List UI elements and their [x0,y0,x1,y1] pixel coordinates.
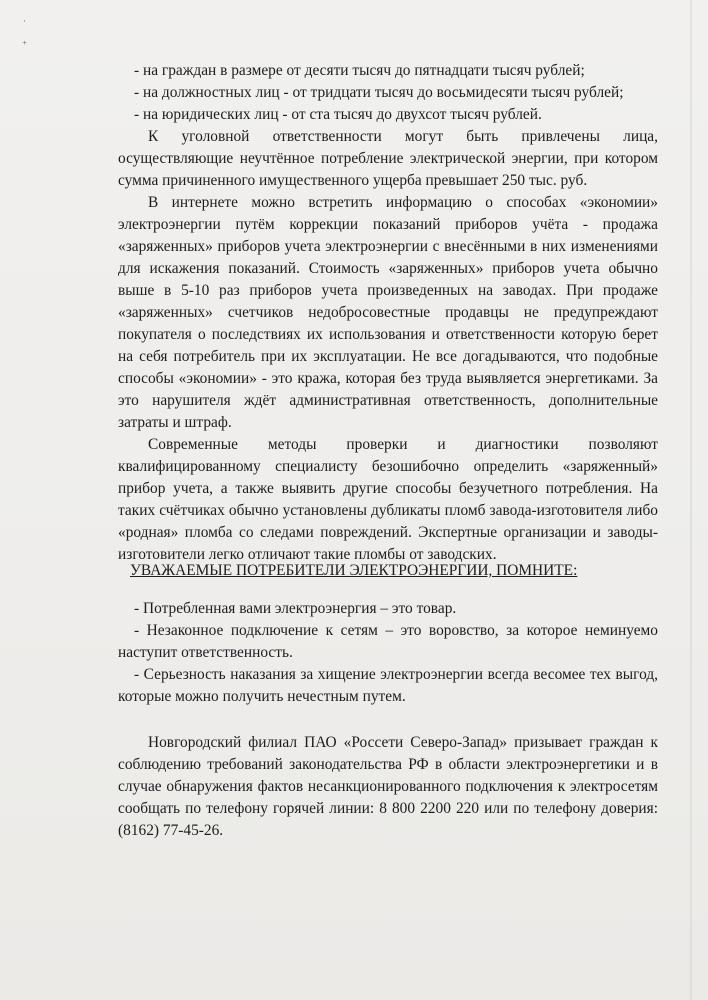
criminal-liability-paragraph: К уголовной ответственности могут быть привлечены лица, осуществляющие неучтённое потребление электрической энергии, при котором сумма причиненного имущественного ущерба превышает 250 тыс. руб. [118,128,658,189]
remember-item: - Незаконное подключение к сетям – это воровство, за которое неминуемо наступит ответственность. [118,622,658,661]
appeal-paragraph: Новгородский филиал ПАО «Россети Северо-Запад» призывает граждан к соблюдению требований законодательства РФ в области электроэнергетики и в случае обнаружения фактов несанкционированного подключения к электросетям сообщать по телефону горячей линии: 8 800 2200 220 или по телефону доверия: (8162) 77-45-26. [118,734,658,839]
fine-legal-entities: - на юридических лиц - от ста тысяч до двухсот тысяч рублей. [134,106,542,123]
remember-list [118,598,658,708]
appeal-section [118,732,658,842]
paper-fold [690,0,692,1000]
tampered-meters-paragraph: В интернете можно встретить информацию о способах «экономии» электроэнергии путём коррекции показаний приборов учёта - продажа «заряженных» приборов учета электроэнергии с внесёнными в них изменениями для искажения показаний. Стоимость «заряженных» приборов учета обычно выше в 5-10 раз приборов учета произведенных на заводах. При продаже «заряженных» счетчиков недобросовестные продавцы не предупреждают покупателя о последствиях их использования и ответственности которую берет на себя потребитель при их эксплуатации. Не все догадываются, что подобные способы «экономии» - это кража, которая без труда выявляется энергетиками. За это нарушителя ждёт административная ответственность, дополнительные затраты и штраф. [118,194,658,431]
section-heading: УВАЖАЕМЫЕ ПОТРЕБИТЕЛИ ЭЛЕКТРОЭНЕРГИИ, ПОМНИТЕ: [130,562,578,579]
scan-speck-mark: ˙ [22,20,27,31]
diagnostics-paragraph: Современные методы проверки и диагностики позволяют квалифицированному специалисту безошибочно определить «заряженный» прибор учета, а также выявить другие способы безучетного потребления. На таких счётчиках обычно установлены дубликаты пломб завода-изготовителя либо «родная» пломба со следами повреждений. Экспертные организации и заводы-изготовители легко отличают такие пломбы от заводских. [118,436,658,563]
scan-speck-mark: ⁺ [22,40,28,51]
fine-officials: - на должностных лиц - от тридцати тысяч до восьмидесяти тысяч рублей; [134,84,624,101]
fine-citizens: - на граждан в размере от десяти тысяч до пятнадцати тысяч рублей; [134,62,585,79]
remember-item: - Серьезность наказания за хищение электроэнергии всегда весомее тех выгод, которые можно получить нечестным путем. [118,666,658,705]
remember-item: - Потребленная вами электроэнергия – это товар. [134,600,457,617]
fines-section [118,60,658,566]
